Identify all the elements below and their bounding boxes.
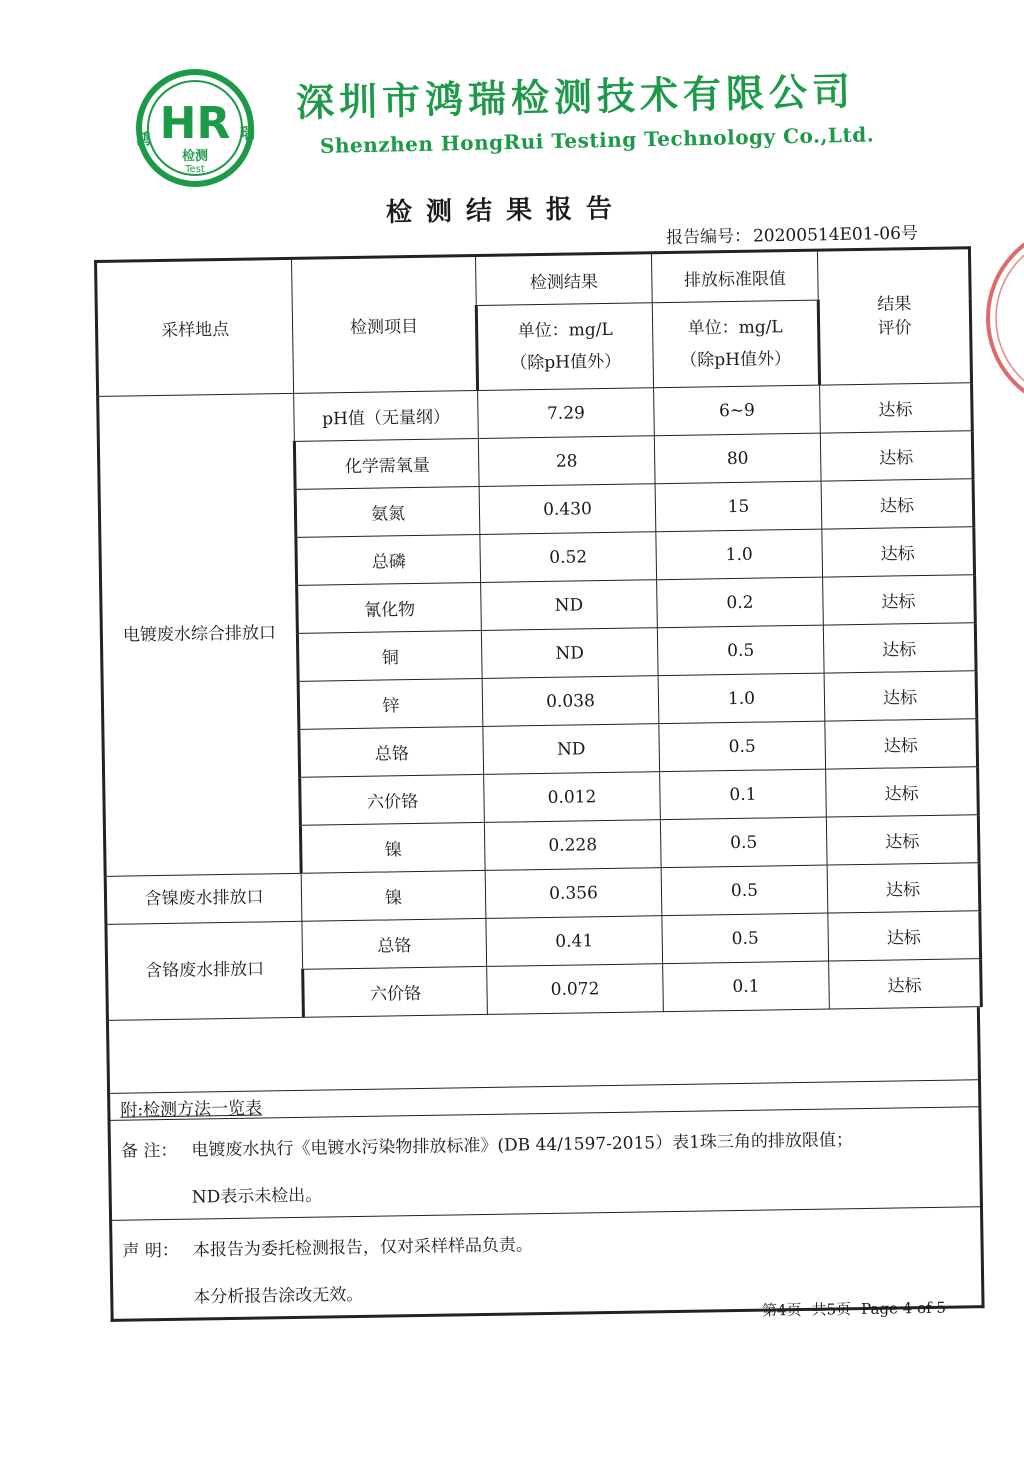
company-name-cn: 深圳市鸿瑞检测技术有限公司	[295, 69, 856, 125]
item-cell: 氨氮	[295, 486, 480, 537]
svg-text:鸿: 鸿	[136, 130, 152, 148]
eval-cell: 达标	[823, 623, 976, 673]
logo-hr-text: HR	[159, 98, 231, 149]
report-sheet	[94, 246, 984, 1312]
limit-cell: 15	[655, 481, 822, 532]
item-cell: 总铬	[299, 726, 484, 777]
item-cell: 锌	[298, 678, 483, 729]
limit-cell: 0.5	[662, 913, 829, 964]
remark-text-2: ND表示未检出。	[191, 1185, 323, 1208]
result-cell: ND	[481, 580, 658, 631]
results-table	[94, 246, 983, 1021]
report-number-value: 20200514E01-06号	[752, 223, 919, 247]
eval-cell: 达标	[828, 911, 981, 961]
declaration-text: 本报告为委托检测报告，仅对采样样品负责。	[192, 1235, 534, 1261]
svg-text:Test: Test	[185, 164, 205, 175]
site-cell: 含镍废水排放口	[105, 873, 302, 924]
company-name-en: Shenzhen HongRui Testing Technology Co.,Ltd.	[319, 122, 875, 158]
limit-cell: 80	[654, 433, 821, 484]
item-cell: 化学需氧量	[294, 438, 479, 489]
remark-text: 电镀废水执行《电镀水污染物排放标准》(DB 44/1597-2015）表1珠三角的排放限值；	[191, 1130, 854, 1161]
result-cell: 28	[478, 436, 655, 487]
eval-cell: 达标	[820, 431, 973, 481]
limit-cell: 0.1	[660, 769, 827, 820]
eval-cell: 达标	[823, 575, 976, 625]
limit-cell: 0.5	[660, 817, 827, 868]
header-result-unit: 单位：mg/L （除pH值外）	[476, 303, 653, 391]
notes-section	[106, 1007, 985, 1322]
eval-cell: 达标	[827, 863, 980, 913]
item-cell: 六价铬	[300, 774, 485, 825]
result-cell: 0.356	[485, 868, 662, 919]
page-total-cn: 共5页	[811, 1300, 852, 1319]
eval-cell: 达标	[826, 767, 979, 817]
appendix-text: 附:检测方法一览表	[120, 1098, 263, 1121]
result-cell: ND	[483, 724, 660, 775]
remark-row	[111, 1107, 980, 1221]
svg-text:检测: 检测	[181, 149, 209, 164]
remark-label: 备 注：	[120, 1140, 178, 1162]
item-cell: 氰化物	[297, 582, 482, 633]
report-number	[664, 219, 918, 248]
limit-cell: 0.1	[663, 961, 830, 1012]
item-cell: 六价铬	[303, 966, 488, 1017]
item-cell: 铜	[297, 630, 482, 681]
page-footer	[762, 1296, 956, 1320]
header-item: 检测项目	[291, 256, 477, 394]
limit-cell: 1.0	[658, 673, 825, 724]
result-cell: 0.228	[484, 820, 661, 871]
result-cell: 0.430	[479, 484, 656, 535]
result-cell: 7.29	[478, 388, 655, 439]
limit-cell: 6~9	[654, 385, 821, 436]
blank-area	[109, 1007, 978, 1094]
report-title: 检测结果报告	[385, 193, 627, 228]
result-cell: 0.038	[482, 676, 659, 727]
report-number-label: 报告编号：	[665, 226, 752, 248]
svg-text:瑞: 瑞	[240, 124, 256, 142]
item-cell: 镍	[301, 870, 486, 921]
header-limit: 排放标准限值	[651, 250, 818, 303]
seal-stamp	[980, 218, 1024, 418]
limit-cell: 0.2	[657, 577, 824, 628]
eval-cell: 达标	[824, 671, 977, 721]
eval-cell: 达标	[821, 479, 974, 529]
page-number-en: Page 4 of 5	[860, 1298, 947, 1318]
site-cell: 电镀废水综合排放口	[98, 393, 302, 876]
item-cell: 总铬	[302, 918, 487, 969]
result-cell: 0.41	[486, 916, 663, 967]
page-number-cn: 第4页	[761, 1300, 802, 1320]
header-limit-unit: 单位：mg/L （除pH值外）	[652, 300, 819, 388]
eval-cell: 达标	[829, 959, 982, 1009]
header-site: 采样地点	[96, 258, 294, 396]
result-cell: 0.52	[480, 532, 657, 583]
eval-cell: 达标	[825, 719, 978, 769]
item-cell: pH值（无量纲）	[294, 390, 479, 441]
item-cell: 总磷	[296, 534, 481, 585]
header-eval: 结果 评价	[817, 248, 971, 385]
limit-cell: 0.5	[657, 625, 824, 676]
result-cell: ND	[481, 628, 658, 679]
eval-cell: 达标	[822, 527, 975, 577]
company-logo	[130, 68, 260, 190]
limit-cell: 0.5	[661, 865, 828, 916]
header-result: 检测结果	[475, 253, 652, 306]
site-cell: 含铬废水排放口	[106, 921, 303, 1020]
limit-cell: 1.0	[656, 529, 823, 580]
eval-cell: 达标	[826, 815, 979, 865]
result-cell: 0.072	[487, 964, 664, 1015]
declaration-label: 声 明：	[122, 1240, 180, 1262]
declaration-text-2: 本分析报告涂改无效。	[193, 1284, 364, 1308]
eval-cell: 达标	[820, 383, 973, 433]
result-cell: 0.012	[484, 772, 661, 823]
item-cell: 镍	[300, 822, 485, 873]
limit-cell: 0.5	[659, 721, 826, 772]
